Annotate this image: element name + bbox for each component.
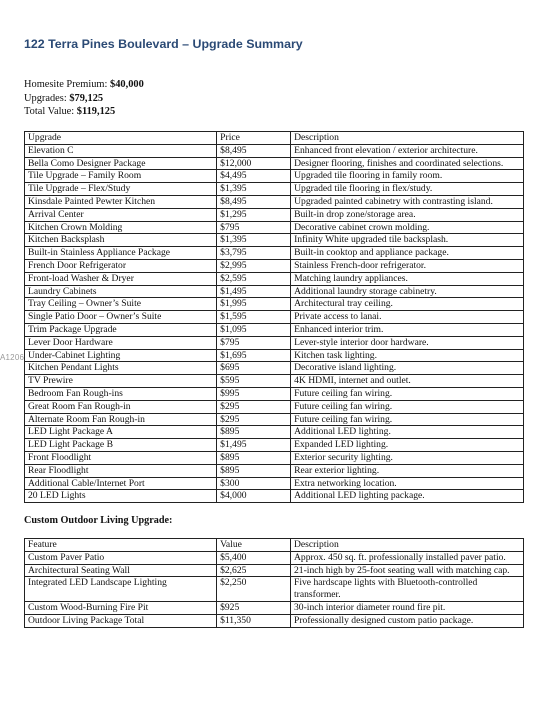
value-summary: [24, 78, 144, 119]
cell-description: Upgraded painted cabinetry with contrasting island.: [291, 195, 524, 208]
cell-description: Enhanced front elevation / exterior architecture.: [291, 144, 524, 157]
cell-description: Exterior security lighting.: [291, 451, 524, 464]
cell-name: Kitchen Crown Molding: [25, 221, 217, 234]
column-header-value: Value: [217, 539, 291, 552]
table-row: [25, 439, 524, 452]
table-row: [25, 387, 524, 400]
cell-description: Expanded LED lighting.: [291, 439, 524, 452]
table-row: [25, 259, 524, 272]
table-row: [25, 551, 524, 564]
cell-name: Custom Wood-Burning Fire Pit: [25, 601, 217, 614]
cell-description: Additional laundry storage cabinetry.: [291, 285, 524, 298]
homesite-premium-label: Homesite Premium:: [24, 79, 108, 90]
table-row: [25, 183, 524, 196]
column-header-description: Description: [291, 132, 524, 145]
table-row: [25, 336, 524, 349]
cell-name: Kitchen Backsplash: [25, 234, 217, 247]
cell-description: Built-in drop zone/storage area.: [291, 208, 524, 221]
column-header-description: Description: [291, 539, 524, 552]
table-row: [25, 208, 524, 221]
cell-description: Rear exterior lighting.: [291, 464, 524, 477]
cell-name: Bedroom Fan Rough-ins: [25, 387, 217, 400]
cell-price: $3,795: [217, 247, 291, 260]
cell-name: Tile Upgrade – Family Room: [25, 170, 217, 183]
upgrades-table: [24, 131, 524, 503]
cell-description: Extra networking location.: [291, 477, 524, 490]
cell-name: Tray Ceiling – Owner’s Suite: [25, 298, 217, 311]
table-row: [25, 349, 524, 362]
cell-price: $300: [217, 477, 291, 490]
cell-description: 21-inch high by 25-foot seating wall with matching cap.: [291, 564, 524, 577]
cell-description: Approx. 450 sq. ft. professionally installed paver patio.: [291, 551, 524, 564]
table-row: [25, 413, 524, 426]
cell-price: $1,595: [217, 311, 291, 324]
cell-price: $925: [217, 601, 291, 614]
upgrades-label: Upgrades:: [24, 92, 67, 104]
cell-price: $1,295: [217, 208, 291, 221]
table-row: [25, 400, 524, 413]
cell-name: Elevation C: [25, 144, 217, 157]
cell-description: Enhanced interior trim.: [291, 323, 524, 336]
cell-price: $895: [217, 464, 291, 477]
cell-description: 30-inch interior diameter round fire pit.: [291, 601, 524, 614]
table-row: [25, 464, 524, 477]
table-row: [25, 564, 524, 577]
cell-price: $2,595: [217, 272, 291, 285]
cell-description: 4K HDMI, internet and outlet.: [291, 375, 524, 388]
cell-name: Built-in Stainless Appliance Package: [25, 247, 217, 260]
column-header-price: Price: [217, 132, 291, 145]
total-value-line: [24, 105, 144, 119]
table-row: [25, 601, 524, 614]
cell-name: TV Prewire: [25, 375, 217, 388]
cell-description: Future ceiling fan wiring.: [291, 413, 524, 426]
table-row: [25, 195, 524, 208]
cell-price: $895: [217, 426, 291, 439]
cell-description: Built-in cooktop and appliance package.: [291, 247, 524, 260]
cell-name: LED Light Package B: [25, 439, 217, 452]
table-row: [25, 170, 524, 183]
cell-price: $1,695: [217, 349, 291, 362]
cell-price: $1,395: [217, 183, 291, 196]
cell-price: $4,495: [217, 170, 291, 183]
cell-name: Custom Paver Patio: [25, 551, 217, 564]
cell-price: $1,995: [217, 298, 291, 311]
table-row: [25, 247, 524, 260]
table-row: [25, 614, 524, 627]
cell-name: French Door Refrigerator: [25, 259, 217, 272]
table-row: [25, 451, 524, 464]
cell-name: Bella Como Designer Package: [25, 157, 217, 170]
cell-description: Kitchen task lighting.: [291, 349, 524, 362]
table-row: [25, 234, 524, 247]
cell-name: Front-load Washer & Dryer: [25, 272, 217, 285]
cell-price: $8,495: [217, 195, 291, 208]
cell-description: Decorative cabinet crown molding.: [291, 221, 524, 234]
cell-price: $1,495: [217, 439, 291, 452]
cell-name: Kitchen Pendant Lights: [25, 362, 217, 375]
cell-name: Single Patio Door – Owner’s Suite: [25, 311, 217, 324]
cell-price: $1,395: [217, 234, 291, 247]
cell-price: $2,995: [217, 259, 291, 272]
table-row: [25, 285, 524, 298]
table-row: [25, 157, 524, 170]
cell-name: 20 LED Lights: [25, 490, 217, 503]
cell-price: $8,495: [217, 144, 291, 157]
cell-description: Future ceiling fan wiring.: [291, 400, 524, 413]
cell-description: Additional LED lighting package.: [291, 490, 524, 503]
table-row: [25, 477, 524, 490]
cell-description: Infinity White upgraded tile backsplash.: [291, 234, 524, 247]
total-value-value: $119,125: [76, 106, 116, 118]
cell-name: Trim Package Upgrade: [25, 323, 217, 336]
cell-description: Upgraded tile flooring in flex/study.: [291, 183, 524, 196]
cell-price: $12,000: [217, 157, 291, 170]
cell-name: Great Room Fan Rough-in: [25, 400, 217, 413]
cell-description: Future ceiling fan wiring.: [291, 387, 524, 400]
table-row: [25, 362, 524, 375]
column-header-feature: Feature: [25, 539, 217, 552]
upgrades-table-header: [25, 132, 524, 145]
cell-name: Under-Cabinet Lighting: [25, 349, 217, 362]
cell-description: Matching laundry appliances.: [291, 272, 524, 285]
upgrades-table-body: [25, 144, 524, 502]
table-row: [25, 375, 524, 388]
table-row: [25, 311, 524, 324]
outdoor-table-body: [25, 551, 524, 627]
cell-price: $295: [217, 413, 291, 426]
table-row: [25, 323, 524, 336]
cell-name: Kinsdale Painted Pewter Kitchen: [25, 195, 217, 208]
homesite-premium-line: [24, 78, 144, 92]
outdoor-table-header: [25, 539, 524, 552]
homesite-premium-value: $40,000: [110, 79, 144, 90]
cell-price: $2,625: [217, 564, 291, 577]
cell-name: Rear Floodlight: [25, 464, 217, 477]
cell-description: Designer flooring, finishes and coordinated selections.: [291, 157, 524, 170]
cell-price: $4,000: [217, 490, 291, 503]
upgrades-value: $79,125: [69, 92, 104, 104]
table-row: [25, 298, 524, 311]
column-header-upgrade: Upgrade: [25, 132, 217, 145]
cell-price: $2,250: [217, 577, 291, 602]
table-row: [25, 426, 524, 439]
cell-name: Integrated LED Landscape Lighting: [25, 577, 217, 602]
cell-price: $695: [217, 362, 291, 375]
cell-price: $295: [217, 400, 291, 413]
cell-name: Alternate Room Fan Rough-in: [25, 413, 217, 426]
cell-description: Stainless French-door refrigerator.: [291, 259, 524, 272]
cell-description: Private access to lanai.: [291, 311, 524, 324]
cell-price: $1,095: [217, 323, 291, 336]
cell-description: Lever-style interior door hardware.: [291, 336, 524, 349]
table-row: [25, 221, 524, 234]
cell-price: $595: [217, 375, 291, 388]
cell-price: $995: [217, 387, 291, 400]
cell-price: $5,400: [217, 551, 291, 564]
cell-price: $1,495: [217, 285, 291, 298]
cell-name: LED Light Package A: [25, 426, 217, 439]
outdoor-section-heading: Custom Outdoor Living Upgrade:: [24, 515, 173, 526]
table-row: [25, 272, 524, 285]
cell-name: Front Floodlight: [25, 451, 217, 464]
cell-description: Upgraded tile flooring in family room.: [291, 170, 524, 183]
cell-price: $895: [217, 451, 291, 464]
total-value-label: Total Value:: [24, 106, 75, 118]
cell-price: $795: [217, 336, 291, 349]
upgrades-line: [24, 92, 144, 106]
table-row: [25, 577, 524, 602]
cell-name: Arrival Center: [25, 208, 217, 221]
cell-price: $11,350: [217, 614, 291, 627]
cell-description: Professionally designed custom patio package.: [291, 614, 524, 627]
outdoor-table: [24, 538, 524, 628]
cell-name: Lever Door Hardware: [25, 336, 217, 349]
cell-name: Tile Upgrade – Flex/Study: [25, 183, 217, 196]
table-row: [25, 490, 524, 503]
page-title: 122 Terra Pines Boulevard – Upgrade Summary: [24, 37, 303, 51]
cell-name: Outdoor Living Package Total: [25, 614, 217, 627]
cell-description: Architectural tray ceiling.: [291, 298, 524, 311]
cell-name: Architectural Seating Wall: [25, 564, 217, 577]
cell-description: Decorative island lighting.: [291, 362, 524, 375]
table-row: [25, 144, 524, 157]
cell-description: Five hardscape lights with Bluetooth-controlled transformer.: [291, 577, 524, 602]
cell-description: Additional LED lighting.: [291, 426, 524, 439]
cell-name: Additional Cable/Internet Port: [25, 477, 217, 490]
cell-price: $795: [217, 221, 291, 234]
watermark: A1206: [0, 353, 25, 362]
cell-name: Laundry Cabinets: [25, 285, 217, 298]
